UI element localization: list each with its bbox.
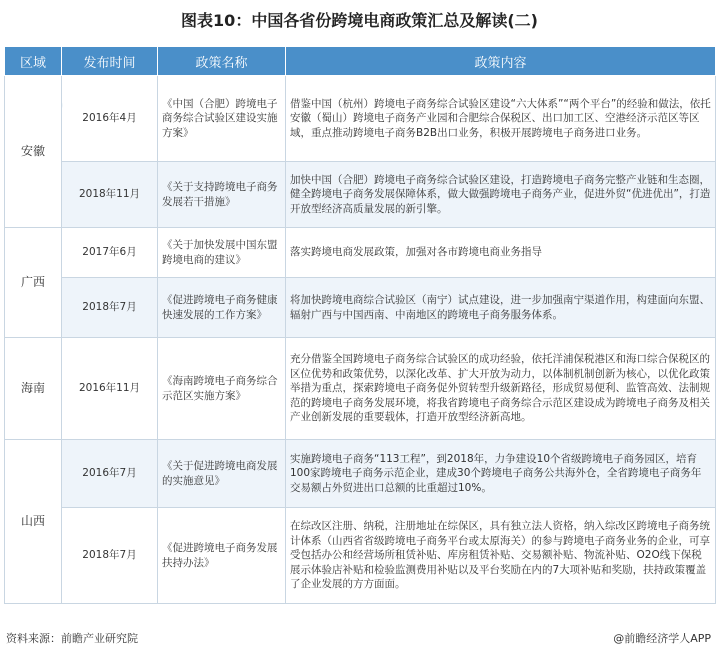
region-cell: 山西 — [5, 440, 62, 604]
policy-content-cell: 将加快跨境电商综合试验区（南宁）试点建设，进一步加强南宁渠道作用，构建面向东盟、辐射广西与中国西南、中南地区的跨境电子商务服务体系。 — [286, 278, 716, 338]
policy-content-cell: 加快中国（合肥）跨境电子商务综合试验区建设，打造跨境电子商务完整产业链和生态圈，健全跨境电子商务发展保障体系，做大做强跨境电子商务产业，促进外贸“优进优出”，打造开放型经济高质量发展的新引擎。 — [286, 162, 716, 228]
header-policy-content: 政策内容 — [286, 47, 716, 76]
policy-name-cell: 《海南跨境电子商务综合示范区实施方案》 — [158, 338, 286, 440]
region-cell: 安徽 — [5, 76, 62, 228]
policy-name-cell: 《关于促进跨境电商发展的实施意见》 — [158, 440, 286, 508]
date-cell: 2016年7月 — [62, 440, 158, 508]
table-row — [5, 278, 716, 338]
date-cell: 2017年6月 — [62, 228, 158, 278]
policy-name-cell: 《中国（合肥）跨境电子商务综合试验区建设实施方案》 — [158, 76, 286, 162]
policy-table — [4, 46, 716, 604]
table-row — [5, 440, 716, 508]
page-title: 图表10：中国各省份跨境电商政策汇总及解读(二) — [181, 11, 538, 30]
policy-content-cell: 借鉴中国（杭州）跨境电子商务综合试验区建设“六大体系”“两个平台”的经验和做法，依托安徽（蜀山）跨境电子商务产业园和合肥综合保税区、出口加工区、空港经济示范区等区域，重点推动跨境电子商务B2B出口业务，积极开展跨境电子商务进口业务。 — [286, 76, 716, 162]
policy-name-cell: 《促进跨境电子商务健康快速发展的工作方案》 — [158, 278, 286, 338]
policy-content-cell: 实施跨境电子商务“113工程”，到2018年，力争建设10个省级跨境电子商务园区，培育100家跨境电子商务示范企业，建成30个跨境电子商务公共海外仓，全省跨境电子商务年交易额占外贸进出口总额的比重超过10%。 — [286, 440, 716, 508]
date-cell: 2018年7月 — [62, 278, 158, 338]
policy-content-cell: 落实跨境电商发展政策，加强对各市跨境电商业务指导 — [286, 228, 716, 278]
brand-credit: @前瞻经济学人APP — [613, 632, 711, 645]
region-cell: 广西 — [5, 228, 62, 338]
region-cell: 海南 — [5, 338, 62, 440]
policy-content-cell: 充分借鉴全国跨境电子商务综合试验区的成功经验，依托洋浦保税港区和海口综合保税区的区位优势和政策优势，以深化改革、扩大开放为动力，以体制机制创新为核心，以优化政策举措为重点，探索跨境电子商务促外贸转型升级新路径，形成贸易便利、监管高效、法制规范的跨境电子商务发展环境，将我省跨境电子商务综合示范区建设成为跨境电子商务及相关产业创新发展的重要载体，打造开放型经济新高地。 — [286, 338, 716, 440]
header-date: 发布时间 — [62, 47, 158, 76]
table-row — [5, 228, 716, 278]
date-cell: 2016年4月 — [62, 76, 158, 162]
date-cell: 2016年11月 — [62, 338, 158, 440]
table-row — [5, 508, 716, 604]
header-region: 区域 — [5, 47, 62, 76]
table-row — [5, 338, 716, 440]
date-cell: 2018年7月 — [62, 508, 158, 604]
source-note: 资料来源：前瞻产业研究院 — [6, 632, 138, 645]
table-row — [5, 162, 716, 228]
date-cell: 2018年11月 — [62, 162, 158, 228]
policy-content-cell: 在综改区注册、纳税，注册地址在综保区，具有独立法人资格，纳入综改区跨境电子商务统计体系（山西省省级跨境电子商务平台或太原海关）的参与跨境电子商务业务的企业，可享受包括办公和经营场所租赁补贴、库房租赁补贴、交易额补贴、物流补贴、O2O线下保税展示体验店补贴和检验监测费用补贴以及平台奖励在内的7大项补贴和奖励，扶持政策覆盖了企业发展的方方面面。 — [286, 508, 716, 604]
policy-name-cell: 《关于支持跨境电子商务发展若干措施》 — [158, 162, 286, 228]
table-row — [5, 76, 716, 162]
table-header-row — [5, 47, 716, 76]
policy-name-cell: 《关于加快发展中国东盟跨境电商的建议》 — [158, 228, 286, 278]
header-policy-name: 政策名称 — [158, 47, 286, 76]
policy-name-cell: 《促进跨境电子商务发展扶持办法》 — [158, 508, 286, 604]
